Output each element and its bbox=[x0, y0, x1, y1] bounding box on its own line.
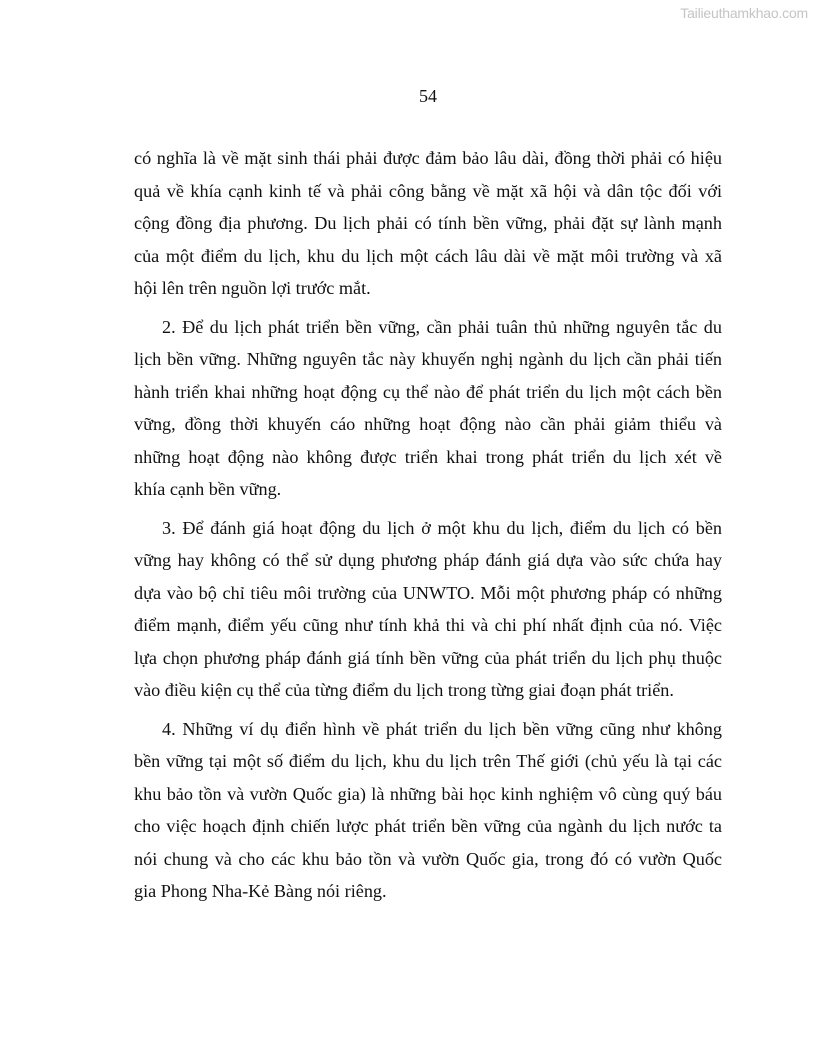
text-line: hành triển khai những hoạt động cụ thể nào để phát triển du lịch một cách bền bbox=[134, 381, 722, 402]
text-line: những hoạt động nào không được triển khai trong phát triển du lịch xét về bbox=[134, 446, 722, 467]
text-line: 2. Để du lịch phát triển bền vững, cần phải tuân thủ những nguyên tắc du bbox=[162, 316, 722, 337]
document-body bbox=[134, 142, 722, 914]
page-number: 54 bbox=[419, 86, 437, 106]
text-line: bền vững tại một số điểm du lịch, khu du lịch trên Thế giới (chủ yếu là tại các bbox=[134, 751, 722, 771]
paragraph-2 bbox=[134, 311, 722, 506]
text-line: 4. Những ví dụ điển hình về phát triển du lịch bền vững cũng như không bbox=[162, 718, 722, 739]
text-line: điểm mạnh, điểm yếu cũng như tính khả thi và chi phí nhất định của nó. Việc bbox=[134, 615, 722, 635]
text-line: vào điều kiện cụ thể của từng điểm du lịch trong từng giai đoạn phát triển. bbox=[134, 680, 674, 700]
text-line: lịch bền vững. Những nguyên tắc này khuyến nghị ngành du lịch cần phải tiến bbox=[134, 349, 722, 369]
text-line: khía cạnh bền vững. bbox=[134, 479, 282, 499]
text-line: nói chung và cho các khu bảo tồn và vườn Quốc gia, trong đó có vườn Quốc bbox=[134, 848, 722, 869]
text-line: cho việc hoạch định chiến lược phát triển bền vững của ngành du lịch nước ta bbox=[134, 816, 722, 836]
paragraph-1 bbox=[134, 142, 722, 305]
text-line: lựa chọn phương pháp đánh giá tính bền vững của phát triển du lịch phụ thuộc bbox=[134, 647, 722, 668]
text-line: gia Phong Nha-Kẻ Bàng nói riêng. bbox=[134, 881, 387, 901]
text-line: vững hay không có thể sử dụng phương pháp đánh giá dựa vào sức chứa hay bbox=[134, 550, 722, 570]
text-line: của một điểm du lịch, khu du lịch một cách lâu dài về mặt môi trường và xã bbox=[134, 245, 722, 266]
watermark: Tailieuthamkhao.com bbox=[680, 5, 808, 21]
paragraph-3 bbox=[134, 512, 722, 707]
paragraph-4 bbox=[134, 713, 722, 908]
text-line: dựa vào bộ chỉ tiêu môi trường của UNWTO. Mỗi một phương pháp có những bbox=[134, 582, 722, 603]
text-line: 3. Để đánh giá hoạt động du lịch ở một khu du lịch, điểm du lịch có bền bbox=[162, 517, 722, 538]
text-line: có nghĩa là về mặt sinh thái phải được đảm bảo lâu dài, đồng thời phải có hiệu bbox=[134, 148, 722, 168]
text-line: vững, đồng thời khuyến cáo những hoạt động nào cần phải giảm thiểu và bbox=[134, 414, 722, 434]
text-line: khu bảo tồn và vườn Quốc gia) là những bài học kinh nghiệm vô cùng quý báu bbox=[134, 783, 722, 804]
text-line: quả về khía cạnh kinh tế và phải công bằng về mặt xã hội và dân tộc đối với bbox=[134, 180, 722, 201]
text-line: hội lên trên nguồn lợi trước mắt. bbox=[134, 278, 371, 298]
text-line: cộng đồng địa phương. Du lịch phải có tính bền vững, phải đặt sự lành mạnh bbox=[134, 213, 722, 233]
